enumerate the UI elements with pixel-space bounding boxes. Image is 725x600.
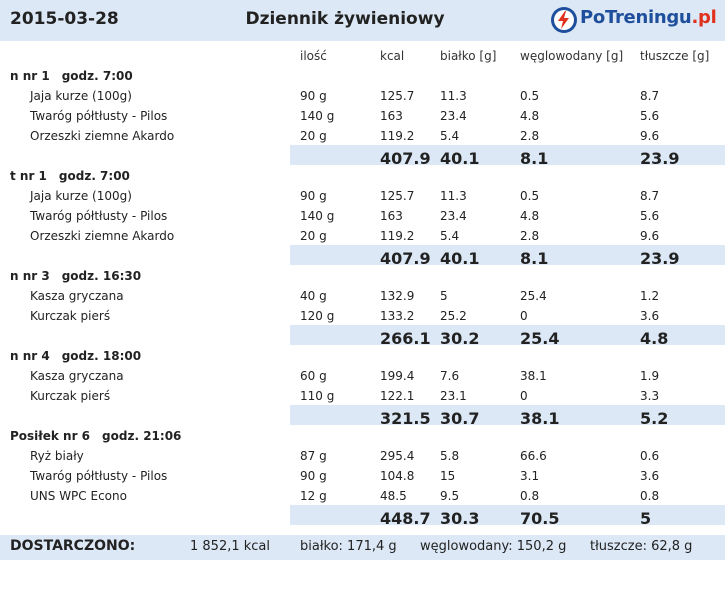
meal-total-row xyxy=(290,145,725,168)
food-carbs: 25.4 xyxy=(520,289,547,303)
food-qty: 140 g xyxy=(300,209,335,223)
summary-kcal: 1 852,1 kcal xyxy=(190,539,271,554)
food-carbs: 4.8 xyxy=(520,209,540,223)
food-fat: 1.2 xyxy=(640,289,660,303)
food-name: Orzeszki ziemne Akardo xyxy=(30,129,175,143)
total-carbs: 8.1 xyxy=(520,249,549,268)
food-qty: 20 g xyxy=(300,229,327,243)
meal-header xyxy=(0,165,725,185)
total-carbs: 70.5 xyxy=(520,509,560,528)
food-qty: 110 g xyxy=(300,389,335,403)
meal-title xyxy=(10,349,141,363)
logo-text xyxy=(580,7,716,28)
total-carbs: 25.4 xyxy=(520,329,560,348)
food-qty: 90 g xyxy=(300,189,327,203)
food-qty: 60 g xyxy=(300,369,327,383)
food-name: Orzeszki ziemne Akardo xyxy=(30,229,175,243)
meal-total-row xyxy=(290,505,725,528)
total-kcal: 407.9 xyxy=(380,249,431,268)
food-protein: 9.5 xyxy=(440,489,460,503)
food-protein: 11.3 xyxy=(440,189,467,203)
total-fat: 5.2 xyxy=(640,409,669,428)
meal-time: godz. 7:00 xyxy=(61,69,133,83)
food-qty: 20 g xyxy=(300,129,327,143)
food-fat: 9.6 xyxy=(640,129,660,143)
food-kcal: 119.2 xyxy=(380,229,415,243)
food-kcal: 104.8 xyxy=(380,469,415,483)
food-kcal: 125.7 xyxy=(380,189,415,203)
meal-time: godz. 21:06 xyxy=(102,429,182,443)
food-kcal: 119.2 xyxy=(380,129,415,143)
meal-title xyxy=(10,429,181,443)
total-protein: 30.7 xyxy=(440,409,480,428)
meal-total-row xyxy=(290,245,725,268)
food-fat: 3.6 xyxy=(640,469,660,483)
meal-title xyxy=(10,169,130,183)
food-protein: 23.4 xyxy=(440,209,467,223)
food-name: Ryż biały xyxy=(30,449,84,463)
food-qty: 90 g xyxy=(300,469,327,483)
food-kcal: 199.4 xyxy=(380,369,415,383)
total-protein: 30.3 xyxy=(440,509,480,528)
total-carbs: 38.1 xyxy=(520,409,560,428)
food-protein: 5.4 xyxy=(440,229,460,243)
total-protein: 40.1 xyxy=(440,149,480,168)
total-kcal: 448.7 xyxy=(380,509,431,528)
meal-total-row xyxy=(290,405,725,428)
food-fat: 5.6 xyxy=(640,209,660,223)
site-logo[interactable] xyxy=(550,5,715,35)
food-fat: 0.6 xyxy=(640,449,660,463)
food-carbs: 38.1 xyxy=(520,369,547,383)
food-kcal: 295.4 xyxy=(380,449,415,463)
logo-main: PoTreningu xyxy=(580,7,692,28)
food-qty: 87 g xyxy=(300,449,327,463)
logo-suffix: .pl xyxy=(691,7,717,28)
food-row xyxy=(0,465,725,485)
food-name: Jaja kurze (100g) xyxy=(30,189,132,203)
food-qty: 120 g xyxy=(300,309,335,323)
col-protein: białko [g] xyxy=(440,49,497,63)
meal-name: Posiłek nr 6 xyxy=(10,429,91,443)
food-fat: 8.7 xyxy=(640,189,660,203)
food-protein: 5.8 xyxy=(440,449,460,463)
meal-header xyxy=(0,345,725,365)
food-name: Twaróg półtłusty - Pilos xyxy=(30,209,168,223)
food-carbs: 0 xyxy=(520,309,528,323)
summary-label: DOSTARCZONO: xyxy=(10,538,136,554)
meal-total-row xyxy=(290,325,725,348)
meal-name: n nr 1 xyxy=(10,69,50,83)
total-fat: 23.9 xyxy=(640,149,680,168)
food-protein: 11.3 xyxy=(440,89,467,103)
col-fat: tłuszcze [g] xyxy=(640,49,710,63)
food-fat: 8.7 xyxy=(640,89,660,103)
header-bar xyxy=(0,0,725,41)
summary-protein: białko: 171,4 g xyxy=(300,539,397,554)
food-kcal: 163 xyxy=(380,209,403,223)
meal-title xyxy=(10,69,133,83)
meal-header xyxy=(0,265,725,285)
total-kcal: 321.5 xyxy=(380,409,431,428)
food-carbs: 2.8 xyxy=(520,129,540,143)
food-fat: 1.9 xyxy=(640,369,660,383)
food-row xyxy=(0,485,725,505)
page-date: 2015-03-28 xyxy=(10,9,119,29)
food-name: Kasza gryczana xyxy=(30,289,124,303)
meal-header xyxy=(0,425,725,445)
food-carbs: 0.8 xyxy=(520,489,540,503)
meal-header xyxy=(0,65,725,85)
food-row xyxy=(0,105,725,125)
food-qty: 90 g xyxy=(300,89,327,103)
food-fat: 3.6 xyxy=(640,309,660,323)
food-carbs: 0.5 xyxy=(520,89,540,103)
col-kcal: kcal xyxy=(380,49,405,63)
food-kcal: 122.1 xyxy=(380,389,415,403)
food-row xyxy=(0,365,725,385)
food-name: Kurczak pierś xyxy=(30,389,111,403)
meal-time: godz. 18:00 xyxy=(61,349,142,363)
food-kcal: 48.5 xyxy=(380,489,407,503)
food-protein: 7.6 xyxy=(440,369,460,383)
meal-name: t nr 1 xyxy=(10,169,47,183)
food-row xyxy=(0,85,725,105)
total-protein: 30.2 xyxy=(440,329,480,348)
food-carbs: 4.8 xyxy=(520,109,540,123)
food-fat: 9.6 xyxy=(640,229,660,243)
summary-carbs: węglowodany: 150,2 g xyxy=(420,539,567,554)
food-kcal: 125.7 xyxy=(380,89,415,103)
food-protein: 25.2 xyxy=(440,309,467,323)
food-protein: 15 xyxy=(440,469,456,483)
meal-name: n nr 4 xyxy=(10,349,50,363)
food-qty: 12 g xyxy=(300,489,327,503)
total-kcal: 266.1 xyxy=(380,329,431,348)
summary-bar xyxy=(0,535,725,560)
food-name: Jaja kurze (100g) xyxy=(30,89,132,103)
food-row xyxy=(0,125,725,145)
food-protein: 23.1 xyxy=(440,389,467,403)
food-protein: 23.4 xyxy=(440,109,467,123)
food-kcal: 133.2 xyxy=(380,309,415,323)
total-fat: 5 xyxy=(640,509,652,528)
meal-name: n nr 3 xyxy=(10,269,50,283)
food-fat: 5.6 xyxy=(640,109,660,123)
food-fat: 3.3 xyxy=(640,389,660,403)
food-qty: 140 g xyxy=(300,109,335,123)
food-row xyxy=(0,225,725,245)
food-carbs: 66.6 xyxy=(520,449,547,463)
food-row xyxy=(0,385,725,405)
total-fat: 4.8 xyxy=(640,329,669,348)
food-protein: 5.4 xyxy=(440,129,460,143)
food-name: UNS WPC Econo xyxy=(30,489,127,503)
food-name: Twaróg półtłusty - Pilos xyxy=(30,469,168,483)
page-title: Dziennik żywieniowy xyxy=(245,9,445,29)
food-kcal: 163 xyxy=(380,109,403,123)
food-carbs: 0 xyxy=(520,389,528,403)
meal-title xyxy=(10,269,141,283)
food-carbs: 2.8 xyxy=(520,229,540,243)
food-row xyxy=(0,445,725,465)
food-qty: 40 g xyxy=(300,289,327,303)
bolt-circle-icon xyxy=(550,6,578,34)
meal-time: godz. 7:00 xyxy=(58,169,130,183)
food-name: Twaróg półtłusty - Pilos xyxy=(30,109,168,123)
food-name: Kasza gryczana xyxy=(30,369,124,383)
food-carbs: 0.5 xyxy=(520,189,540,203)
meal-time: godz. 16:30 xyxy=(61,269,142,283)
food-row xyxy=(0,185,725,205)
summary-fat: tłuszcze: 62,8 g xyxy=(590,539,693,554)
col-qty: ilość xyxy=(300,49,327,63)
food-protein: 5 xyxy=(440,289,448,303)
total-kcal: 407.9 xyxy=(380,149,431,168)
food-kcal: 132.9 xyxy=(380,289,415,303)
total-protein: 40.1 xyxy=(440,249,480,268)
food-row xyxy=(0,285,725,305)
total-carbs: 8.1 xyxy=(520,149,549,168)
food-fat: 0.8 xyxy=(640,489,660,503)
food-row xyxy=(0,305,725,325)
food-carbs: 3.1 xyxy=(520,469,540,483)
total-fat: 23.9 xyxy=(640,249,680,268)
col-carbs: węglowodany [g] xyxy=(520,49,624,63)
food-row xyxy=(0,205,725,225)
food-name: Kurczak pierś xyxy=(30,309,111,323)
